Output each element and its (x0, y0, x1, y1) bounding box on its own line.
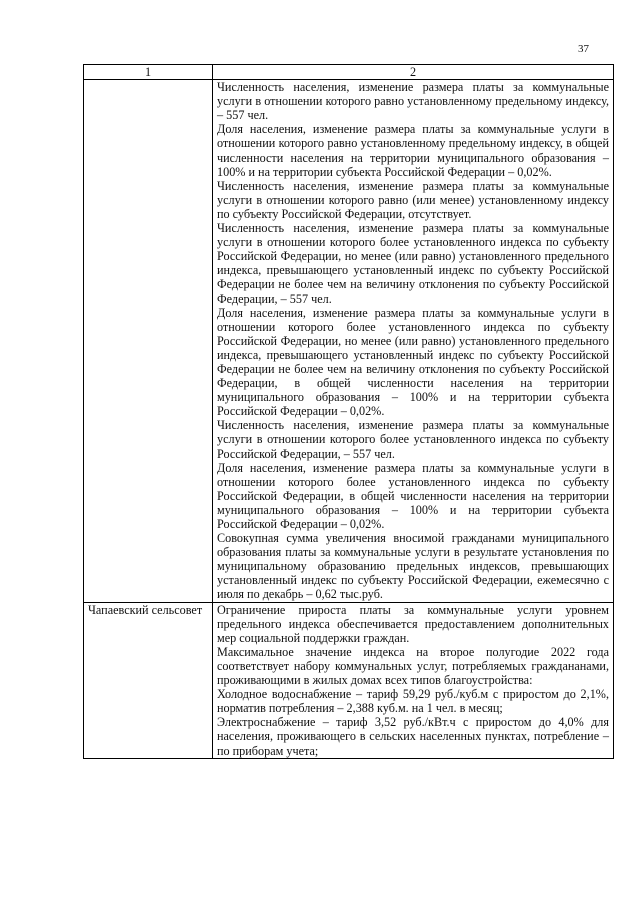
table-row (84, 602, 614, 758)
description-cell (213, 80, 614, 602)
table-row (84, 80, 614, 602)
municipality-cell: Чапаевский сельсовет (84, 602, 213, 758)
column-header-1: 1 (84, 65, 213, 80)
column-header-2: 2 (213, 65, 614, 80)
description-cell (213, 602, 614, 758)
paragraph: Доля населения, изменение размера платы за коммунальные услуги в отношении которого более установленного индекса по субъекту Российской Федерации, но менее (или равно) установленного предельного индекса, превышающего установленный индекс по субъекту Российской Федерации не более чем на величину отклонения по субъекту Российской Федерации, в общей численности населения на территории муниципального образования – 100% и на территории субъекта Российской Федерации – 0,02%. (217, 305, 609, 419)
page-number: 37 (578, 43, 589, 55)
paragraph: Максимальное значение индекса на второе полугодие 2022 года соответствует набору коммунальных услуг, потребляемых граждананами, проживающими в жилых домах всех типов благоустройства: (217, 644, 609, 688)
paragraph: Совокупная сумма увеличения вносимой гражданами муниципального образования платы за коммунальные услуги в результате установления по муниципальному образованию предельных индексов, превышающих установленный индекс по субъекту Российской Федерации, ежемесячно с июля по декабрь – 0,62 тыс.руб. (217, 531, 609, 602)
municipal-table (83, 64, 614, 759)
paragraph: Холодное водоснабжение – тариф 59,29 руб./куб.м с приростом до 2,1%, норматив потребления – 2,388 куб.м. на 1 чел. в месяц; (217, 687, 609, 716)
paragraph: Доля населения, изменение размера платы за коммунальные услуги в отношении которого более установленного индекса по субъекту Российской Федерации, в общей численности населения на территории муниципального образования – 100% и на территории субъекта Российской Федерации – 0,02%. (217, 460, 609, 531)
paragraph: Доля населения, изменение размера платы за коммунальные услуги в отношении которого равно установленному предельному индексу, в общей численности населения на территории муниципального образования – 100% и на территории субъекта Российской Федерации – 0,02%. (217, 122, 609, 179)
paragraph: Электроснабжение – тариф 3,52 руб./кВт.ч с приростом до 4,0% для населения, проживающего в сельских населенных пунктах, потребление – по приборам учета; (217, 715, 609, 758)
paragraph: Численность населения, изменение размера платы за коммунальные услуги в отношении которого равно установленному предельному индексу, – 557 чел. (217, 80, 609, 123)
paragraph: Численность населения, изменение размера платы за коммунальные услуги в отношении которого равно (или менее) установленному индексу по субъекту Российской Федерации, отсутствует. (217, 178, 609, 221)
paragraph: Численность населения, изменение размера платы за коммунальные услуги в отношении которого более установленного индекса по субъекту Российской Федерации, но менее (или равно) установленного предельного индекса, превышающего установленный индекс по субъекту Российской Федерации не более чем на величину отклонения по субъекту Российской Федерации, – 557 чел. (217, 221, 609, 306)
municipality-cell (84, 80, 213, 602)
paragraph: Ограничение прироста платы за коммунальные услуги уровнем предельного индекса обеспечивается предоставлением дополнительных мер социальной поддержки граждан. (217, 602, 609, 645)
header-row (84, 65, 614, 80)
paragraph: Численность населения, изменение размера платы за коммунальные услуги в отношении которого более установленного индекса по субъекту Российской Федерации, – 557 чел. (217, 418, 609, 461)
